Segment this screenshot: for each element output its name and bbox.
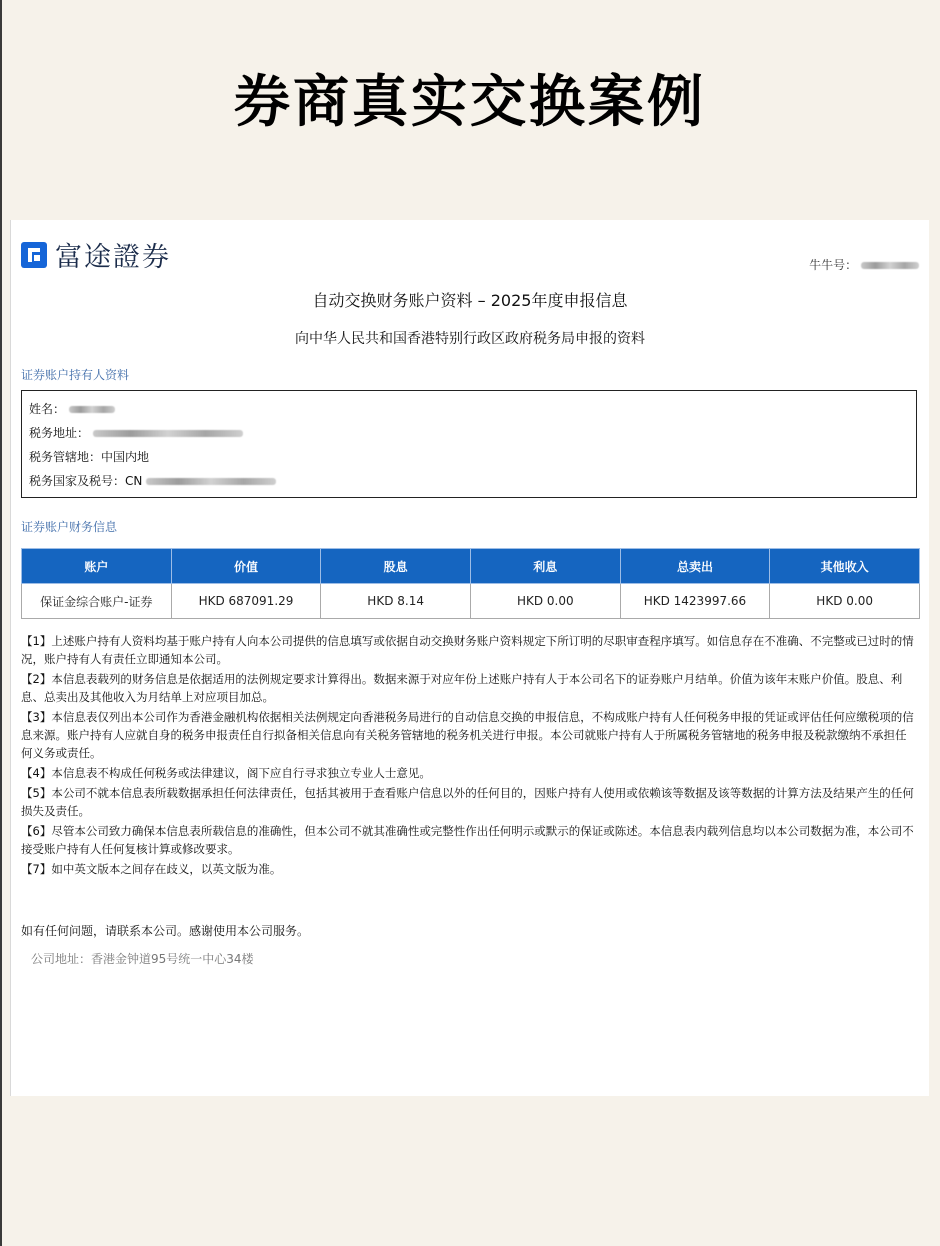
holder-tax-id-label: 税务国家及税号：CN <box>29 474 143 488</box>
page-headline: 券商真实交换案例 <box>234 70 706 135</box>
note-item: 【2】本信息表载列的财务信息是依据适用的法例规定要求计算得出。数据来源于对应年份上述账户持有人于本公司名下的证券账户月结单。价值为该年末账户价值。股息、利息、总卖出及其他收入为月结单上对应项目加总。 <box>21 672 903 704</box>
tax-statement-document <box>10 220 929 1096</box>
redacted-tax-id <box>146 478 276 485</box>
holder-jurisdiction: 税务管辖地：中国内地 <box>29 450 150 464</box>
cell-interest: HKD 0.00 <box>470 584 620 619</box>
header-other-income: 其他收入 <box>770 549 920 584</box>
contact-text: 如有任何问题，请联系本公司。感谢使用本公司服务。 <box>21 924 310 938</box>
document-title: 自动交换财务账户资料 – 2025年度申报信息 <box>312 291 628 310</box>
cell-other-income: HKD 0.00 <box>770 584 920 619</box>
holder-jurisdiction-row <box>29 445 909 469</box>
cell-gross-proceeds: HKD 1423997.66 <box>620 584 770 619</box>
note-item: 【4】本信息表不构成任何税务或法律建议，阁下应自行寻求独立专业人士意见。 <box>21 766 431 780</box>
holder-name-row <box>29 397 909 421</box>
finance-section-title: 证券账户财务信息 <box>21 520 118 534</box>
holder-address-label: 税务地址： <box>29 426 90 440</box>
header-gross-proceeds: 总卖出 <box>620 549 770 584</box>
disclaimer-notes <box>21 632 916 880</box>
holder-info-box <box>21 390 917 498</box>
holder-section-title: 证券账户持有人资料 <box>21 368 130 382</box>
holder-address-row <box>29 421 909 445</box>
finance-table-header-row <box>22 549 920 584</box>
finance-table <box>21 548 920 619</box>
futu-logo-icon <box>21 242 47 268</box>
cell-value: HKD 687091.29 <box>171 584 321 619</box>
company-address: 公司地址：香港金钟道95号统一中心34楼 <box>31 952 254 966</box>
cell-account: 保证金综合账户-证券 <box>22 584 172 619</box>
holder-name-label: 姓名： <box>29 402 66 416</box>
holder-tax-id-row <box>29 469 909 493</box>
futu-logo <box>21 235 171 274</box>
redacted-name <box>69 406 115 413</box>
header-account: 账户 <box>22 549 172 584</box>
niuniu-label: 牛牛号： <box>809 258 858 272</box>
note-item: 【1】上述账户持有人资料均基于账户持有人向本公司提供的信息填写或依据自动交换财务账户资料规定下所订明的尽职审查程序填写。如信息存在不准确、不完整或已过时的情况，账户持有人有责任立即通知本公司。 <box>21 634 914 666</box>
note-item: 【3】本信息表仅列出本公司作为香港金融机构依据相关法例规定向香港税务局进行的自动信息交换的申报信息，不构成账户持有人任何税务申报的凭证或评估任何应缴税项的信息来源。账户持有人应就自身的税务申报责任自行拟备相关信息向有关税务管辖地的税务机关进行申报。本公司就账户持有人于所属税务管辖地的税务申报及税款缴纳不承担任何义务或责任。 <box>21 710 914 760</box>
header-value: 价值 <box>171 549 321 584</box>
note-item: 【5】本公司不就本信息表所载数据承担任何法律责任，包括其被用于查看账户信息以外的任何目的，因账户持有人使用或依赖该等数据及该等数据的计算方法及结果产生的任何损失及责任。 <box>21 786 914 818</box>
note-item: 【7】如中英文版本之间存在歧义，以英文版为准。 <box>21 862 282 876</box>
redacted-niuniu-id <box>861 262 919 269</box>
redacted-address <box>93 430 243 437</box>
cell-dividend: HKD 8.14 <box>321 584 471 619</box>
header-interest: 利息 <box>470 549 620 584</box>
document-subtitle: 向中华人民共和国香港特别行政区政府税务局申报的资料 <box>295 331 645 347</box>
futu-logo-text: 富途證券 <box>55 242 171 273</box>
niuniu-id <box>809 256 919 273</box>
note-item: 【6】尽管本公司致力确保本信息表所载信息的准确性，但本公司不就其准确性或完整性作出任何明示或默示的保证或陈述。本信息表内载列信息均以本公司数据为准，本公司不接受账户持有人任何复核计算或修改要求。 <box>21 824 914 856</box>
left-border-line <box>0 0 2 1246</box>
header-dividend: 股息 <box>321 549 471 584</box>
table-row <box>22 584 920 619</box>
